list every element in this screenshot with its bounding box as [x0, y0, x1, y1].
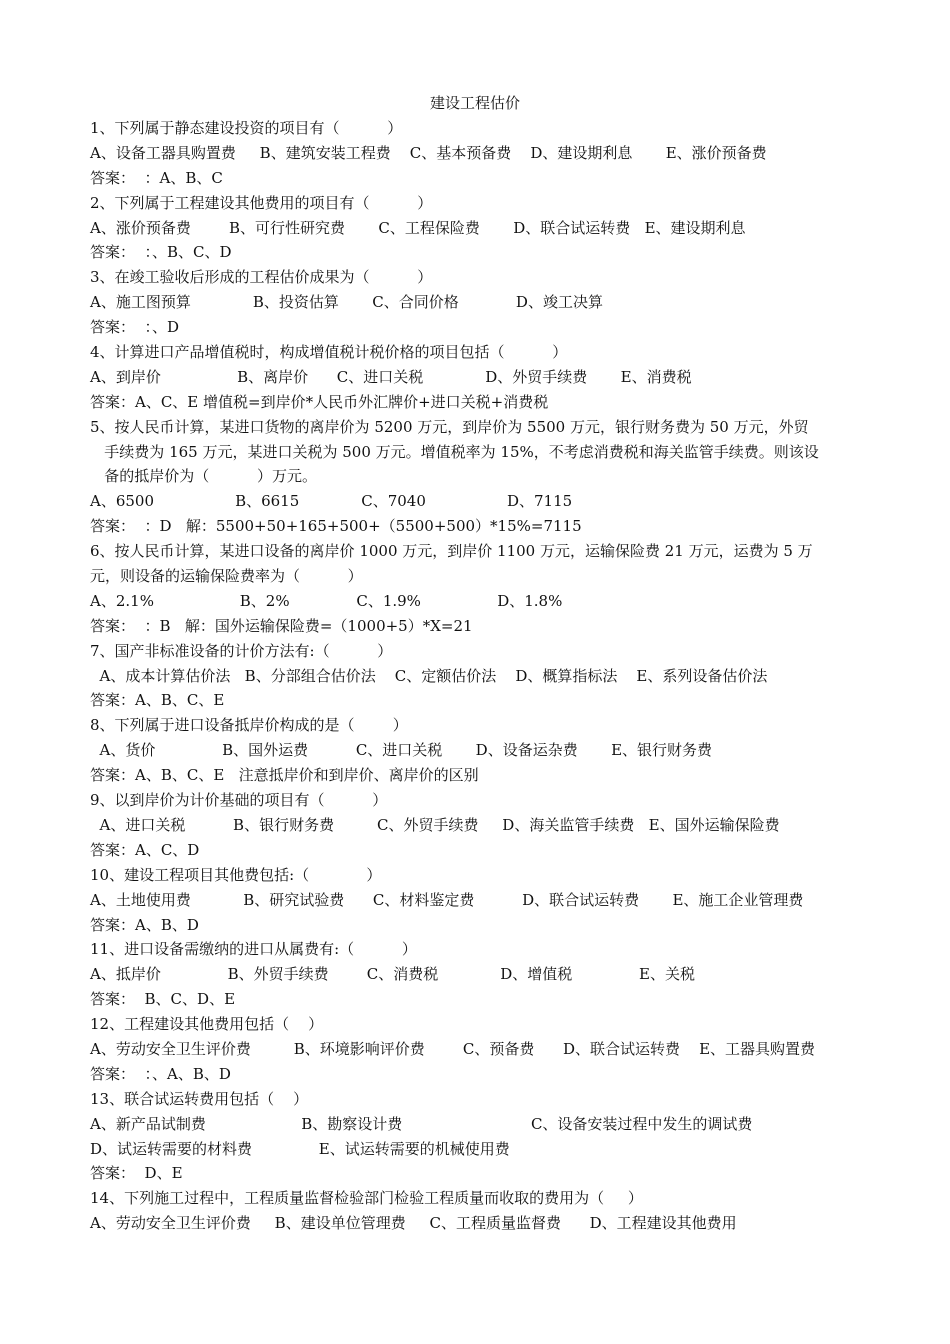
- text-line: 8、下列属于进口设备抵岸价构成的是（ ）: [90, 716, 408, 735]
- text-line: 答案： D、E: [90, 1164, 183, 1183]
- text-line: 10、建设工程项目其他费包括:（ ）: [90, 865, 382, 884]
- text-line: A、进口关税 B、银行财务费 C、外贸手续费 D、海关监管手续费 E、国外运输保险费: [90, 815, 780, 834]
- text-line: 答案：A、C、E 增值税=到岸价*人民币外汇牌价+进口关税+消费税: [90, 392, 549, 411]
- text-line: 1、下列属于静态建设投资的项目有（ ）: [90, 119, 403, 137]
- text-line: 元，则设备的运输保险费率为（ ）: [90, 567, 363, 586]
- text-line: D、试运转需要的材料费 E、试运转需要的机械使用费: [90, 1139, 510, 1158]
- text-line: A、劳动安全卫生评价费 B、建设单位管理费 C、工程质量监督费 D、工程建设其他费用: [90, 1214, 737, 1233]
- text-line: A、劳动安全卫生评价费 B、环境影响评价费 C、预备费 D、联合试运转费 E、工器具购置费: [90, 1039, 816, 1058]
- text-line: 答案： ：A、B、C: [90, 168, 223, 187]
- text-line: A、成本计算估价法 B、分部组合估价法 C、定额估价法 D、概算指标法 E、系列设备估价法: [90, 666, 768, 685]
- text-line: 答案： B、C、D、E: [90, 990, 236, 1009]
- text-line: A、到岸价 B、离岸价 C、进口关税 D、外贸手续费 E、消费税: [90, 367, 692, 386]
- text-line: A、施工图预算 B、投资估算 C、合同价格 D、竣工决算: [90, 293, 603, 312]
- text-line: A、设备工器具购置费 B、建筑安装工程费 C、基本预备费 D、建设期利息 E、涨价预备费: [90, 143, 767, 162]
- document-body: [90, 116, 862, 1236]
- text-line: 11、进口设备需缴纳的进口从属费有:（ ）: [90, 940, 417, 959]
- text-line: 答案：A、B、C、E 注意抵岸价和到岸价、离岸价的区别: [90, 766, 479, 785]
- text-line: 3、在竣工验收后形成的工程估价成果为（ ）: [90, 268, 433, 287]
- text-line: 答案： ：B 解：国外运输保险费=（1000+5）*X=21: [90, 616, 473, 635]
- text-line: 7、国产非标准设备的计价方法有:（ ）: [90, 641, 393, 660]
- text-line: 2、下列属于工程建设其他费用的项目有（ ）: [90, 193, 433, 212]
- text-line: 12、工程建设其他费用包括（ ）: [90, 1015, 324, 1034]
- text-line: 13、联合试运转费用包括（ ）: [90, 1089, 309, 1108]
- text-line: A、货价 B、国外运费 C、进口关税 D、设备运杂费 E、银行财务费: [90, 741, 713, 760]
- text-line: 9、以到岸价为计价基础的项目有（ ）: [90, 791, 388, 810]
- text-line: 答案：A、B、D: [90, 915, 199, 934]
- text-line: 答案： ：、B、C、D: [90, 243, 232, 262]
- text-line: 答案： ：、A、B、D: [90, 1064, 231, 1083]
- text-line: A、涨价预备费 B、可行性研究费 C、工程保险费 D、联合试运转费 E、建设期利息: [90, 218, 746, 237]
- text-line: 备的抵岸价为（ ）万元。: [90, 467, 317, 486]
- text-line: 答案：A、B、C、E: [90, 691, 225, 710]
- text-line: A、6500 B、6615 C、7040 D、7115: [90, 492, 573, 511]
- text-line: 答案： ：、D: [90, 318, 180, 337]
- text-line: A、抵岸价 B、外贸手续费 C、消费税 D、增值税 E、关税: [90, 965, 695, 984]
- text-line: A、2.1% B、2% C、1.9% D、1.8%: [90, 591, 563, 610]
- document-title: 建设工程估价: [429, 94, 520, 112]
- text-line: 答案： ：D 解：5500+50+165+500+（5500+500）*15%=7115: [90, 517, 582, 536]
- text-line: 14、下列施工过程中，工程质量监督检验部门检验工程质量而收取的费用为（ ）: [90, 1189, 643, 1208]
- text-line: 5、按人民币计算，某进口货物的离岸价为 5200 万元，到岸价为 5500 万元，银行财务费为 50 万元，外贸: [90, 417, 809, 436]
- text-line: 4、计算进口产品增值税时，构成增值税计税价格的项目包括（ ）: [90, 343, 568, 362]
- text-line: 答案：A、C、D: [90, 840, 200, 859]
- text-line: A、土地使用费 B、研究试验费 C、材料鉴定费 D、联合试运转费 E、施工企业管理费: [90, 890, 804, 909]
- text-line: A、新产品试制费 B、勘察设计费 C、设备安装过程中发生的调试费: [90, 1114, 753, 1133]
- text-line: 手续费为 165 万元，某进口关税为 500 万元。增值税率为 15%，不考虑消费税和海关监管手续费。则该设: [90, 442, 819, 461]
- text-line: 6、按人民币计算，某进口设备的离岸价 1000 万元，到岸价 1100 万元，运输保险费 21 万元，运费为 5 万: [90, 542, 813, 561]
